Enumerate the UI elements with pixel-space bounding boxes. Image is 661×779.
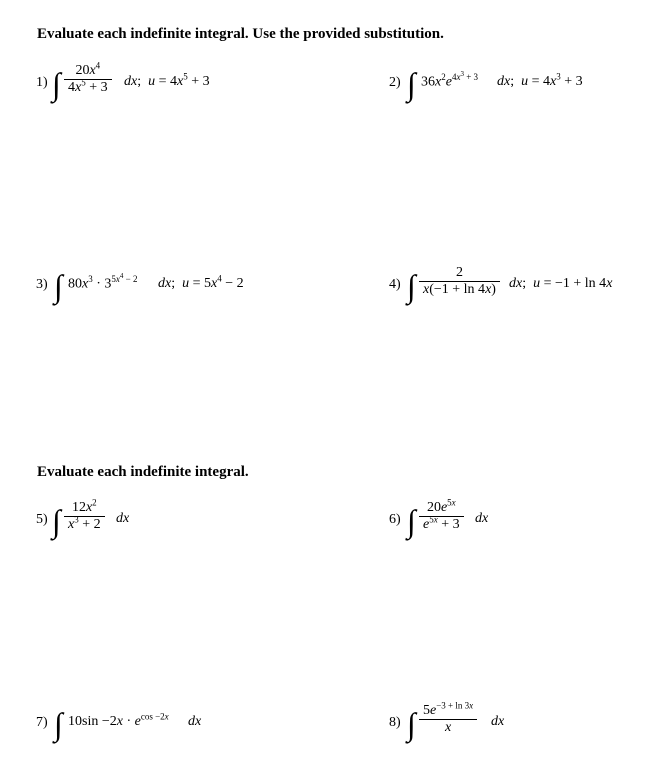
denominator: x(−1 + ln 4x) [423, 282, 496, 297]
problem-7 [36, 700, 296, 750]
numerator: 2 [455, 265, 463, 280]
numerator: $5e^{-3 + ln 3x}$ [423, 700, 474, 718]
integral-sign: ∫ [407, 268, 416, 304]
integrand: $80x^3 \cdot 3^{5x^4 - 2}$ [68, 272, 138, 292]
fraction [64, 497, 105, 533]
differential-and-substitution: dx; $u = 5x^4 - 2$ [158, 273, 244, 291]
integral-sign: ∫ [407, 66, 416, 102]
differential-and-substitution: dx; u = −1 + ln 4x [509, 276, 613, 291]
integral-sign: ∫ [52, 503, 61, 539]
integral-sign: ∫ [54, 268, 63, 304]
problem-8 [389, 700, 649, 750]
problem-2 [389, 60, 649, 110]
fraction [419, 265, 500, 298]
problem-5 [36, 497, 296, 547]
problem-number: 5) [36, 512, 48, 527]
problem-number: 1) [36, 75, 48, 90]
fraction [64, 60, 112, 96]
fraction [419, 497, 464, 533]
differential: dx [116, 511, 130, 526]
section-2-heading: Evaluate each indefinite integral. [37, 464, 249, 480]
integrand: $36x^2e^{4x^3 + 3}$ [421, 70, 479, 90]
integrand: $10\sin -2x \cdot e^{cos -2x}$ [68, 711, 169, 729]
differential: dx [491, 714, 505, 729]
integral-sign: ∫ [54, 706, 63, 742]
denominator: $x^3 + 2$ [68, 514, 101, 532]
problem-number: 7) [36, 715, 48, 730]
problem-number: 4) [389, 277, 401, 292]
problem-4 [389, 262, 657, 312]
integral-sign: ∫ [407, 706, 416, 742]
differential-and-substitution: dx; $u = 4x^3 + 3$ [497, 71, 583, 89]
numerator: $20x^4$ [75, 60, 101, 78]
differential: dx [188, 714, 202, 729]
section-1-heading: Evaluate each indefinite integral. Use the provided substitution. [37, 26, 444, 42]
differential-and-substitution: dx; $u = 4x^5 + 3$ [124, 71, 210, 89]
differential: dx [475, 511, 489, 526]
numerator: $20e^{5x}$ [426, 497, 456, 515]
problem-6 [389, 497, 649, 547]
numerator: $12x^2$ [71, 497, 97, 515]
denominator: $4x^5 + 3$ [68, 77, 108, 95]
denominator: x [444, 720, 452, 735]
problem-number: 2) [389, 75, 401, 90]
problem-1 [36, 60, 296, 110]
integral-sign: ∫ [52, 66, 61, 102]
problem-number: 8) [389, 715, 401, 730]
denominator: $e^{5x} + 3$ [423, 514, 460, 532]
fraction [419, 700, 477, 736]
integral-sign: ∫ [407, 503, 416, 539]
problem-3 [36, 262, 296, 312]
problem-number: 6) [389, 512, 401, 527]
problem-number: 3) [36, 277, 48, 292]
